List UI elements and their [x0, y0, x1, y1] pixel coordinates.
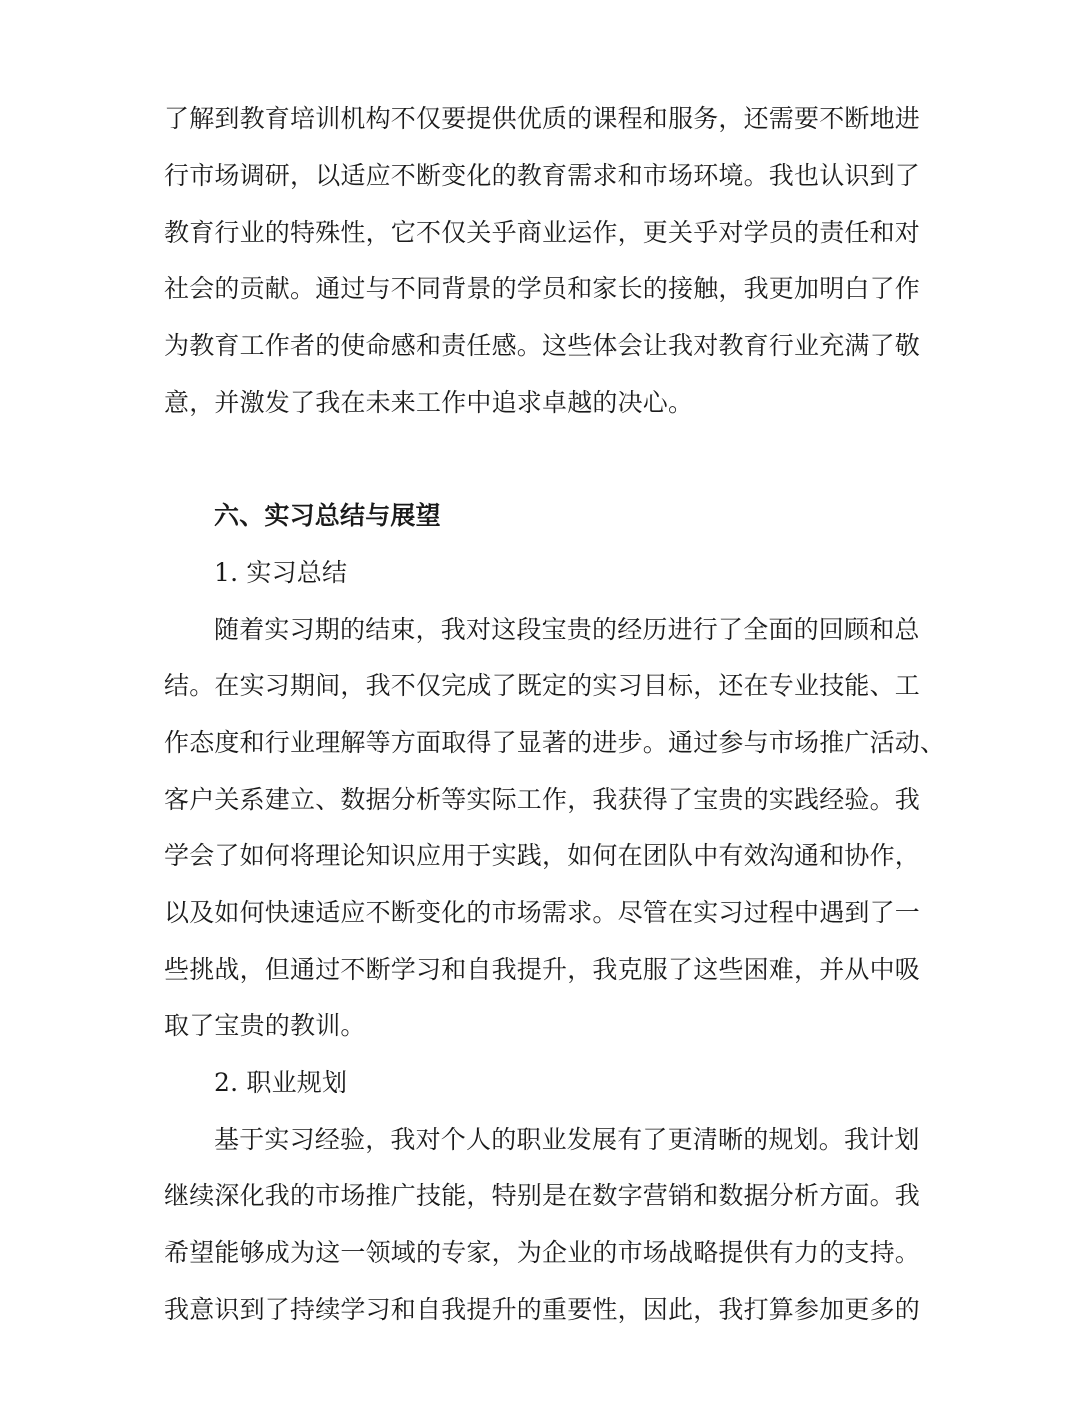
subsection-title: 2. 职业规划: [214, 1068, 348, 1097]
paragraph-line: 继续深化我的市场推广技能，特别是在数字营销和数据分析方面。我: [164, 1181, 921, 1210]
paragraph-line: 为教育工作者的使命感和责任感。这些体会让我对教育行业充满了敬: [164, 331, 921, 360]
paragraph-line: 取了宝贵的教训。: [164, 1011, 366, 1040]
paragraph-line: 以及如何快速适应不断变化的市场需求。尽管在实习过程中遇到了一: [164, 898, 921, 927]
section-heading: 六、实习总结与展望: [214, 501, 441, 530]
paragraph-line: 客户关系建立、数据分析等实际工作，我获得了宝贵的实践经验。我: [164, 785, 921, 814]
paragraph-line: 行市场调研，以适应不断变化的教育需求和市场环境。我也认识到了: [164, 161, 921, 190]
paragraph-line: 社会的贡献。通过与不同背景的学员和家长的接触，我更加明白了作: [164, 274, 921, 303]
paragraph-line: 意，并激发了我在未来工作中追求卓越的决心。: [164, 388, 694, 417]
subsection-title: 1. 实习总结: [214, 558, 348, 587]
paragraph-line: 作态度和行业理解等方面取得了显著的进步。通过参与市场推广活动、: [164, 728, 946, 757]
paragraph-line: 基于实习经验，我对个人的职业发展有了更清晰的规划。我计划: [214, 1125, 920, 1154]
paragraph-line: 希望能够成为这一领域的专家，为企业的市场战略提供有力的支持。: [164, 1238, 921, 1267]
paragraph-line: 些挑战，但通过不断学习和自我提升，我克服了这些困难，并从中吸: [164, 955, 921, 984]
paragraph-line: 教育行业的特殊性，它不仅关乎商业运作，更关乎对学员的责任和对: [164, 218, 921, 247]
paragraph-line: 了解到教育培训机构不仅要提供优质的课程和服务，还需要不断地进: [164, 104, 921, 133]
paragraph-line: 随着实习期的结束，我对这段宝贵的经历进行了全面的回顾和总: [214, 615, 920, 644]
paragraph-line: 学会了如何将理论知识应用于实践，如何在团队中有效沟通和协作，: [164, 841, 921, 870]
paragraph-line: 结。在实习期间，我不仅完成了既定的实习目标，还在专业技能、工: [164, 671, 921, 700]
paragraph-line: 我意识到了持续学习和自我提升的重要性，因此，我打算参加更多的: [164, 1295, 921, 1324]
